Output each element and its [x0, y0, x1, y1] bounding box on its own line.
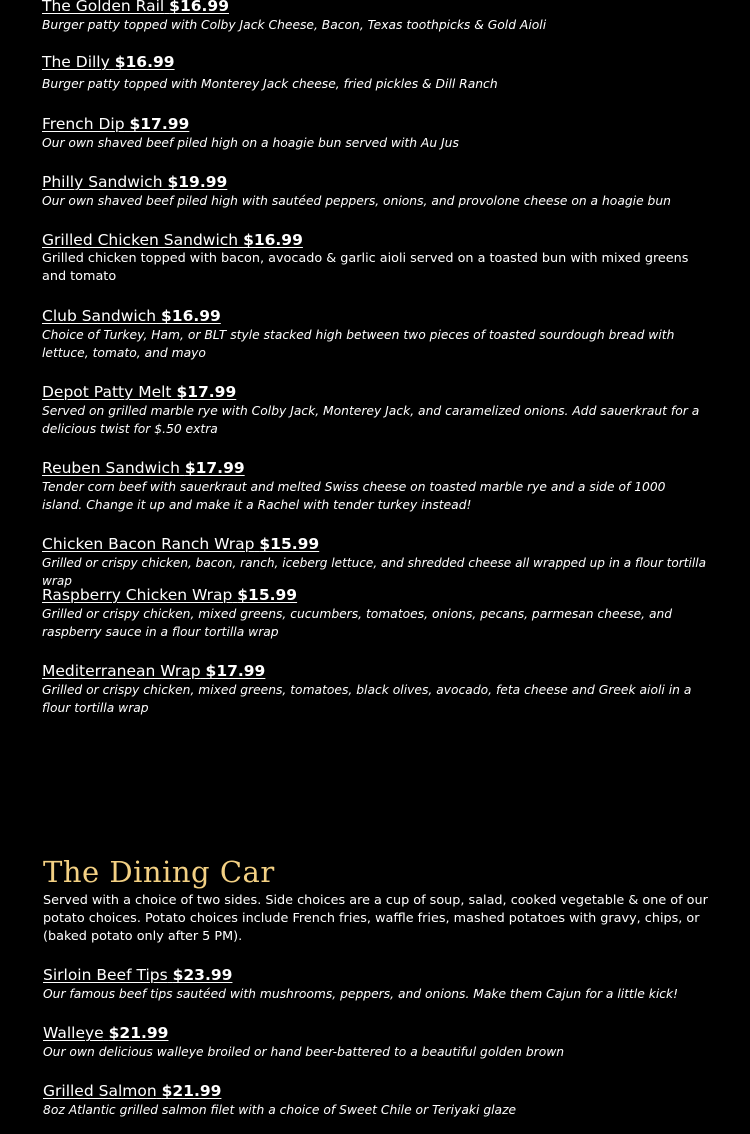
item-price: $17.99 — [129, 115, 190, 133]
item-price: $15.99 — [259, 535, 320, 553]
item-name: Sirloin Beef Tips — [43, 966, 168, 984]
menu-item-title-link[interactable] — [43, 965, 708, 985]
item-price: $16.99 — [114, 53, 175, 71]
menu-item — [42, 230, 707, 286]
menu-item-title-link[interactable] — [42, 114, 707, 134]
item-price: $17.99 — [176, 383, 237, 401]
item-description: 8oz Atlantic grilled salmon filet with a choice of Sweet Chile or Teriyaki glaze — [43, 1103, 517, 1117]
item-description: Grilled or crispy chicken, mixed greens, cucumbers, tomatoes, onions, pecans, parmesan cheese, and raspberry sauce in a flour tortilla wrap — [42, 607, 673, 639]
item-name: Walleye — [43, 1024, 104, 1042]
item-price: $21.99 — [108, 1024, 169, 1042]
menu-item — [42, 458, 707, 514]
item-price: $23.99 — [172, 966, 233, 984]
item-name: French Dip — [42, 115, 125, 133]
item-description: Grilled chicken topped with bacon, avocado & garlic aioli served on a toasted bun with mixed greens and tomato — [42, 251, 689, 284]
item-name: Depot Patty Melt — [42, 383, 172, 401]
menu-item — [42, 661, 707, 717]
item-description: Grilled or crispy chicken, bacon, ranch, iceberg lettuce, and shredded cheese all wrapped up in a flour tortilla wrap — [42, 556, 706, 588]
item-name: The Dilly — [42, 53, 110, 71]
item-description: Our famous beef tips sautéed with mushrooms, peppers, and onions. Make them Cajun for a little kick! — [43, 987, 679, 1001]
menu-item-title-link[interactable] — [43, 1081, 708, 1101]
menu-item-title-link[interactable] — [42, 382, 707, 402]
item-name: Grilled Salmon — [43, 1082, 157, 1100]
item-description: Served on grilled marble rye with Colby Jack, Monterey Jack, and caramelized onions. Add sauerkraut for a delicious twist for $.50 extra — [42, 404, 700, 436]
item-description: Burger patty topped with Monterey Jack cheese, fried pickles & Dill Ranch — [42, 77, 498, 91]
menu-item-title-link[interactable] — [42, 172, 707, 192]
menu-item-title-link[interactable] — [42, 534, 707, 554]
item-description: Our own shaved beef piled high with sautéed peppers, onions, and provolone cheese on a hoagie bun — [42, 194, 671, 208]
menu-item — [42, 52, 707, 93]
menu-item — [43, 1023, 708, 1061]
section-intro: Served with a choice of two sides. Side choices are a cup of soup, salad, cooked vegetable & one of our potato choices. Potato choices include French fries, waffle fries, mashed potatoes with gravy, chips, or (baked potato only after 5 PM). — [43, 893, 708, 944]
item-description: Choice of Turkey, Ham, or BLT style stacked high between two pieces of toasted sourdough bread with lettuce, tomato, and mayo — [42, 328, 675, 360]
menu-item-title-link[interactable] — [42, 0, 707, 16]
menu-item — [42, 534, 707, 590]
item-price: $16.99 — [169, 0, 229, 15]
menu-item — [42, 585, 707, 641]
item-price: $16.99 — [161, 307, 221, 325]
menu-item-title-link[interactable] — [43, 1023, 708, 1043]
menu-item — [42, 172, 707, 210]
menu-item — [42, 306, 707, 362]
section-heading: The Dining Car — [43, 855, 275, 889]
item-name: The Golden Rail — [42, 0, 165, 15]
item-name: Reuben Sandwich — [42, 459, 180, 477]
menu-item-title-link[interactable] — [42, 306, 707, 326]
menu-item-title-link[interactable] — [42, 458, 707, 478]
item-name: Club Sandwich — [42, 307, 157, 325]
menu-item-title-link[interactable] — [42, 661, 707, 681]
menu-item — [42, 0, 707, 34]
item-name: Raspberry Chicken Wrap — [42, 586, 233, 604]
item-description: Our own delicious walleye broiled or hand beer-battered to a beautiful golden brown — [43, 1045, 565, 1059]
menu-item — [42, 114, 707, 152]
item-description: Tender corn beef with sauerkraut and melted Swiss cheese on toasted marble rye and a side of 1000 island. Change it up and make it a Rachel with tender turkey instead! — [42, 480, 666, 512]
item-price: $15.99 — [237, 586, 298, 604]
item-price: $16.99 — [243, 231, 303, 249]
item-name: Chicken Bacon Ranch Wrap — [42, 535, 255, 553]
item-name: Philly Sandwich — [42, 173, 163, 191]
menu-item-title-link[interactable] — [42, 230, 707, 250]
menu-item — [43, 965, 708, 1003]
item-description: Our own shaved beef piled high on a hoagie bun served with Au Jus — [42, 136, 459, 150]
item-description: Grilled or crispy chicken, mixed greens, tomatoes, black olives, avocado, feta cheese and Greek aioli in a flour tortilla wrap — [42, 683, 692, 715]
item-price: $17.99 — [205, 662, 266, 680]
menu-item-title-link[interactable] — [42, 585, 707, 605]
menu-item-title-link[interactable] — [42, 52, 707, 72]
item-name: Grilled Chicken Sandwich — [42, 231, 239, 249]
menu-item — [42, 382, 707, 438]
item-price: $17.99 — [184, 459, 245, 477]
item-price: $19.99 — [167, 173, 228, 191]
item-description: Burger patty topped with Colby Jack Cheese, Bacon, Texas toothpicks & Gold Aioli — [42, 18, 547, 32]
menu-item — [43, 1081, 708, 1119]
item-name: Mediterranean Wrap — [42, 662, 201, 680]
item-price: $21.99 — [161, 1082, 222, 1100]
